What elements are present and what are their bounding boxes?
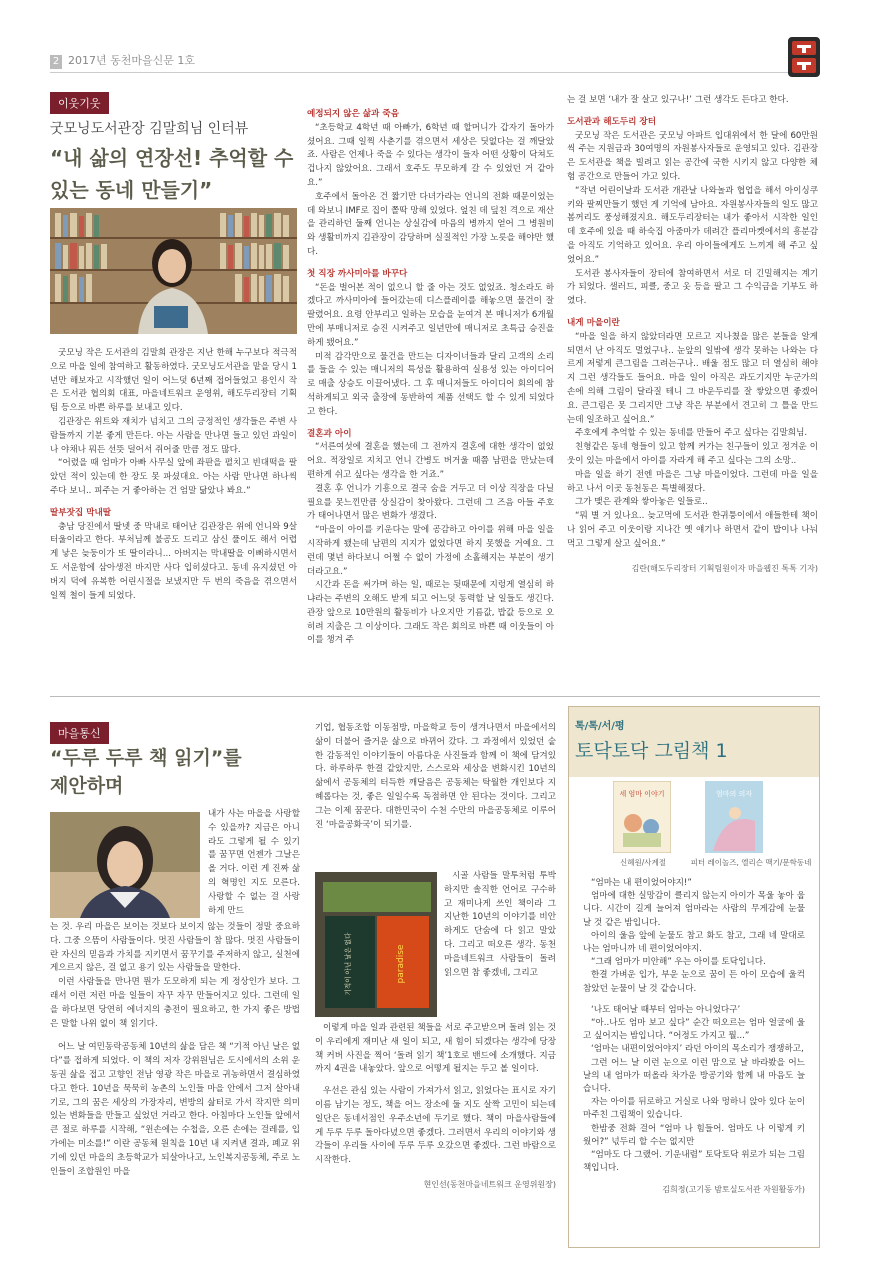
header-rule bbox=[50, 72, 816, 73]
bottom-headline: “두루 두루 책 읽기”를 제안하며 bbox=[50, 747, 242, 797]
interview-photo bbox=[50, 208, 297, 334]
bottom-col2-beside-photo: 시골 사람들 말투처럼 투박하지만 솔직한 언어로 구수하고 재미나게 쓰인 책이라 그 지난한 10년의 이야기를 비안하게도 단숨에 다 읽고 말았다. 그리고 떠오른 생각. 동천마을네트워크 사람들이 돌려 읽으면 참 좋겠네, 그리고 bbox=[444, 871, 556, 978]
author-photo bbox=[50, 812, 200, 918]
author-signature: 김란(해도두리장터 기획팀원이자 마을웹진 톡톡 기자) bbox=[631, 563, 818, 573]
svg-text:paradise: paradise bbox=[396, 944, 406, 984]
article-headline: “내 삶의 연장선! 추억할 수 있는 동네 만들기” bbox=[50, 146, 294, 202]
bottom-col2: 이렇게 마을 일과 관련된 책들을 서로 주고받으며 돌려 읽는 것이 우리에게 재미난 새 일이 되고, 새 힘이 되겠다는 생각에 당장 책 커버 사진을 찍어 ‘돌려 읽기 책’1호로 밴드에 소개했다. 지금까지 4권을 내놓았다. 앞으로 어떻게 될지는 두고 볼 일이다. 우선은 관심 있는 사람이 가져가서 읽고, 읽었다는 표시로 자기 이름 남기는 정도, 책을 어느 장소에 둘 지도 살짝 고민이 되는데 일단은 동네서점인 우주소년에 두기로 했다. 책이 마을사람들에게 두루 두루 돌아다녔으면 좋겠다. 그러면서 우리의 이야기와 생각들이 우리들 사이에 두루 두루 오갔으면 좋겠다. 그런 바람으로 시작한다. 현인선(동천마을네트워크 운영위원장) bbox=[315, 1022, 556, 1192]
section-heading: 딸부잣집 막내딸 bbox=[50, 507, 112, 518]
book-review-box bbox=[568, 706, 820, 1248]
author-signature: 김희정(고기동 밤토실도서관 자원활동가) bbox=[662, 1185, 805, 1195]
section-divider bbox=[50, 696, 820, 697]
book2-caption: 피터 레이놀즈, 엘리슨 맥기/문학동네 bbox=[690, 858, 812, 867]
bottom-col1: 는 것. 우리 마을은 보이는 것보다 보이지 않는 것들이 정말 중요하다. 그중 으뜸이 사람들이다. 멋진 사람들이 참 많다. 멋진 사람들이란 자신의 믿음과 가치를 지키면서 꿈꾸기를 주저하지 않고, 실천에 게으르지 않은, 걸 없고 용기 있는 사람들을 말한다. 이런 사람들을 만나면 뭔가 도모하게 되는 게 정상인가 보다. 그래서 이런 저런 마을 일들이 자꾸 자꾸 만들어지고 있다. 그런데 일을 하다보면 당연히 에너지의 충전이 필요하고, 한 가지 좋은 방법은 말할 나위 없이 책 읽기다. 어느 날 여민동락공동체 10년의 삶을 담은 책 “기적 아닌 날은 없다”를 접하게 되었다. 이 책의 저자 강위원님은 도시에서의 소위 운동권 삶을 접고 고향인 전남 영광 작은 마을로 귀농하면서 결심하였다고 한다. 10년을 묵묵히 농촌의 노인들 마을 안에서 그저 살아내기로, 그의 꿈은 세상의 가장자리, 변방의 삶터로 가서 작지만 의미 있는 변화들을 만들고 싶었던 거라고 한다. 아침마다 노인들 앞에서 큰 절로 하루를 시작해, “윈손에는 수첩을, 오른 손에는 걸레를, 입가에는 미소를!” 이란 공동체 원칙을 10년 내 지켜낸 결과, 폐교 위기에 있던 마을의 초등학교가 되살아나고, 노인복지공동체, 주로 노인들이 조합원인 마을 bbox=[50, 922, 300, 1177]
top-article-col1: 굿모닝 작은 도서관의 김말희 관장은 지난 한해 누구보다 적극적으로 마을 일에 참여하고 활동하였다. 굿모닝도서관을 맡을 당시 1년만 해보자고 시작했던 일이 어느덧 6년째 접어들었고 용인시 작은 도서관 협의회 대표, 마을네트워크 운영위, 해도두리장터 기획팀 등으로 바쁜 하루를 보내고 있다. 김관장은 위트와 재치가 넘치고 그의 긍정적인 생각들은 주변 사람들까지 기분 좋게 만든다. 아는 사람을 만나면 들고 있던 과일이나 야채나 뭐든 선뜻 덜어서 쥐어줄 만큼 정도 많다. “어렸을 때 엄마가 아빠 사무실 앞에 좌판을 펼치고 빈대떡을 팔았던 적이 있는데 한 장도 못 파셨대요. 아는 사람 만나면 하나씩 주다 보니.. 피주는 거 좋아하는 건 엄말 닮았나 봐요.” 딸부잣집 막내딸 충남 당진에서 딸넷 중 막내로 태어난 김관장은 위에 언니와 9살 터울이라고 한다. 부처님께 불공도 드리고 삼신 풀이도 해서 어렵게 낳은 늦둥이가 또 딸이라니... 아버지는 막내딸을 이뻐하시면서도 서운함에 삼아생전 바지만 사다 입히셨다고. 동네 유지셨던 아버지 덕에 유복한 어린시절을 보냈지만 두 번의 죽음을 겪으면서 일찍 철이 들게 되었다. bbox=[50, 348, 297, 601]
top-article-col2: 예정되지 않은 삶과 죽음 “초등학교 4학년 때 아빠가, 6학년 때 할머니가 갑자기 돌아가셨어요. 그때 일찍 사춘기를 겪으면서 세상은 딧없다는 걸 깨달았죠. 사람은 언제나 죽을 수 있다는 생각이 들자 어떤 상황이 닥쳐도 겁나지 않았어요. 그래서 호주도 무모하게 갈 수 있었던 거 같아요.” 호주에서 돌아온 건 짧기만 다녀가라는 언니의 전화 때문이었는데 와보니 IMF로 집이 쫄딱 망해 있었다. 엎친 데 덮친 격으로 재산을 관리하던 둘째 언니는 상실감에 마음의 병까지 얻어 그 병원비와 생활비까지 김관장이 감당하며 실질적인 가장 노릇을 해야만 했다. 첫 직장 까사미아를 바꾸다 “돈을 벌어본 적이 없으니 할 줄 아는 것도 없었죠. 청소라도 하겠다고 까사미아에 들어갔는데 디스플레이를 해놓으면 물건이 잘 팔렸어요. 요령 안부리고 일하는 모습을 눈여겨 본 매니저가 6개월만에 부매니저로 승진 시켜주고 일년만에 매니저로 초특급 승진을 하게 됐어요.” 미적 감각만으로 물건을 만드는 디자이너들과 달리 고객의 소리를 들을 수 있는 매니저의 특성을 활용하여 실용성 있는 아이디어로 매출 상승도 이끌어냈다. 그 후 매니저들도 아이디어 회의에 참석하게되고 외국 출장에 동반하여 제품 선택도 할 수 있게 되었다고 한다. 결혼과 아이 “서른여섯에 결혼을 했는데 그 전까지 결혼에 대한 생각이 없었어요. 적장일로 지치고 언니 간병도 버거울 때쯤 남편을 만났는데 편하게 쉬고 싶다는 생각을 한 거죠.” 결혼 후 언니가 기흥으로 결국 숨을 거두고 더 이상 직장을 다닐 필요를 못느낀만큼 상실감이 찾아왔다. 그런데 그 즈음 아들 주호가 태어나면서 많은 변화가 생겼다. “마을이 아이를 키운다는 말에 공감하고 아이를 위해 마을 일을 시작하게 됐는데 남편의 지지가 없었다면 하지 못했을 거예요. 그런데 몇년 하다보니 어쩔 수 없이 가정에 소홀해지는 부분이 생기더라고요.” 시간과 돈을 써가며 하는 일, 때로는 뒷때문에 지렁게 열심히 하냐라는 주변의 오해도 받게 되고 어느덧 동력할 날 일들도 생긴다. 관장 앞으로 10만원의 활동비가 나오지만 기름값, 밥값 등으로 오히려 지출은 그 이상이다. 그래도 작은 회의로 바쁜 때 이웃들이 아이를 챙겨 주 bbox=[307, 109, 554, 646]
book-cover-title bbox=[343, 932, 352, 995]
author-signature: 현인선(동천마을네트워크 운영위원장) bbox=[423, 1179, 556, 1189]
bottom-col1-beside-photo: 내가 사는 마을을 사랑할 수 있을까? 지금은 아니라도 그렇게 될 수 있기를 꿈꾸면 언젠가 그날은 올 거다. 이런 게 진짜 삶의 혁명인 지도 모른다. 사랑할 수 없는 걸 사랑하게 만드 bbox=[208, 809, 300, 916]
svg-text:기적이 아닌 날은 없다: 기적이 아닌 날은 없다 bbox=[344, 932, 352, 996]
svg-text:세 엄마 이야기: 세 엄마 이야기 bbox=[619, 790, 665, 798]
review-body: “엄마는 내 편이었어야지!” 엄마에 대한 실망감이 클리지 않는지 아이가 목울 놓아 웁니다. 시간이 길게 늘어져 엄마라는 사람의 무게감에 눈물 날 것 같은 밤입니다. 아이의 울음 앞에 눈물도 참고 화도 참고, 그래 네 말대로 나는 엄마니까 네 편이었어야지. “그래 엄마가 미안해” 우는 아이를 토닥입니다. 한결 가벼운 입가, 부운 눈으로 꿈이 든 아이 모습에 울컥 참았던 눈물이 날 것 같습니다. ‘나도 태어날 때부터 엄마는 아니었다구’ “아..나도 엄마 보고 싶다” 순간 떠오르는 엄마 얼굴에 울고 싶어지는 밤입니다. “어정도 가지고 뭘...” ‘엄마는 내편이었어야지’ 라던 아이의 목소리가 쟁쟁하고, 그런 어느 날 이런 눈으로 이런 맘으로 날 바라봤을 어느 날의 내 엄마가 떠올라 차가운 방공기와 함께 내 마음도 늘습니다. 자는 아이를 뒤로하고 거실로 나와 멍하니 앉아 있다 눈이 마주친 그림책이 있습니다. 한밤중 전화 걸어 “엄마 나 힘들어. 엄마도 나 이렇게 키웠어?” 넋두리 할 수는 없지만 “엄마도 다 그랬어. 기운내렴” 토닥토닥 위로가 되는 그림책입니다. 김희정(고기동 밤토실도서관 자원활동가) bbox=[583, 877, 805, 1197]
book-cover-title bbox=[396, 944, 406, 983]
section-tag-bottom: 마을통신 bbox=[50, 722, 109, 744]
svg-text:엄마의 의자: 엄마의 의자 bbox=[715, 790, 753, 798]
article-subtitle: 굿모닝도서관장 김말희님 인터뷰 bbox=[50, 121, 249, 137]
review-header bbox=[569, 707, 819, 777]
section-tag-top: 이웃기웃 bbox=[50, 92, 109, 114]
book-cover-2 bbox=[705, 781, 763, 853]
page-number: 2 bbox=[50, 55, 62, 69]
book1-caption: 신혜원/사계절 bbox=[620, 858, 666, 867]
bottom-col2-top: 기업, 협동조합 이동점방, 마을학교 등이 생겨나면서 마을에서의 삶이 더불어 즐거운 삶으로 바뀌어 갔다. 그 과정에서 있었던 숱한 감동적인 이야기들이 아름다운 사진들과 함께 이 책에 담겨있다. 하루하루 한결 같았지만, 스스로와 세상을 변화시킨 10년의 삶에서 공동체의 터득한 깨달음은 공동체는 탁월한 개인보다 지혜롭다는 것, 좋은 일일수록 독점하면 안 된다는 것이다. 그리고 그는 이제 꿈꾼다. 대한민국이 수천 수만의 마을공동체로 이루어진 ‘마을공화국’이 되기를. bbox=[315, 723, 556, 830]
book-cover-1 bbox=[613, 781, 671, 853]
top-article-col3: 는 걸 보면 ‘내가 잘 살고 있구나!’ 그런 생각도 든다고 한다. 도서관과 해도두리 장터 굿모닝 작은 도서관은 굿모닝 아파트 입대위에서 한 달에 60만원씩 주는 지원금과 30여명의 자원봉사자들로 운영되고 있다. 김관장은 도서관을 책을 빌려고 읽는 공간에 국한 시키지 않고 다양한 체험 공간으로 만들어 가고 있다. “작년 어린이날과 도서관 개관날 나와놀과 협업을 해서 아이싱쿠키와 팔찌만들기 했던 게 기억에 남아요. 자원봉사자들의 일도 많고 봄꺼리도 풍성해졌지요. 해도두리장터는 내가 좋아서 시작한 일인데 호주에 있을 때 하숙집 아줌마가 데려간 플리마켓에서의 흥분감을 아직도 기억하고 있어요. 우리 아이들에게도 느끼게 해 주고 싶었어요.” 도서관 봉사자들이 장터에 참여하면서 서로 더 긴밀해지는 계기가 되었다. 샐러드, 피클, 중고 옷 등을 팔고 그 수익금을 기부도 하였다. 내게 마을이란 “마을 일을 하지 않았더라면 모르고 지나쳤을 많은 분들을 알게 되면서 난 아직도 멀었구나.. 눈앞의 일밖에 생각 못하는 나와는 다르게 저렇게 큰그림을 그려는구나.. 배울 점도 많고 더 열심히 해야지 그런 생각들도 들어요. 마을 일이 아직은 과도기지만 누군가의 손에 의해 그림이 달라질 테니 그 바운두리를 잘 쌓았으면 좋겠어요. 큰그림은 못 그리지만 그냥 작은 부분에서 견고히 그 틀을 만드는데 일조하고 싶어요.” 주호에게 추억할 수 있는 동네를 만들어 주고 싶다는 김말희님. 친형같은 동네 형들이 있고 함께 커가는 친구들이 있고 정겨운 이웃이 있는 마을에서 아이를 자라게 해 주고 싶다는 그의 소망.. 마을 일을 하기 전엔 마을은 그냥 마을이었다. 그런데 마을 일을 하고 나서 이곳 동천동은 특별해졌다. 그가 맺은 관계와 쌓아놓은 일들로.. “뭐 별 거 있나요.. 늦고먹에 도서관 한귀퉁이에서 애들한테 책이나 읽어 주고 이웃이랑 지나간 옛 얘기나 하면서 같이 밥이나 나눠 먹고 그렇게 살고 싶어요.” 김란(해도두리장터 기획팀원이자 마을웹진 톡톡 기자) bbox=[567, 94, 818, 575]
review-title: 토닥토닥 그림책 1 bbox=[575, 740, 728, 762]
review-kicker: 톡/톡/서/평 bbox=[575, 721, 625, 732]
book-stack-photo bbox=[315, 872, 437, 1017]
page-header bbox=[50, 52, 195, 69]
paper-title: 2017년 동천마을신문 1호 bbox=[68, 54, 195, 67]
newspaper-logo-icon bbox=[788, 37, 820, 77]
